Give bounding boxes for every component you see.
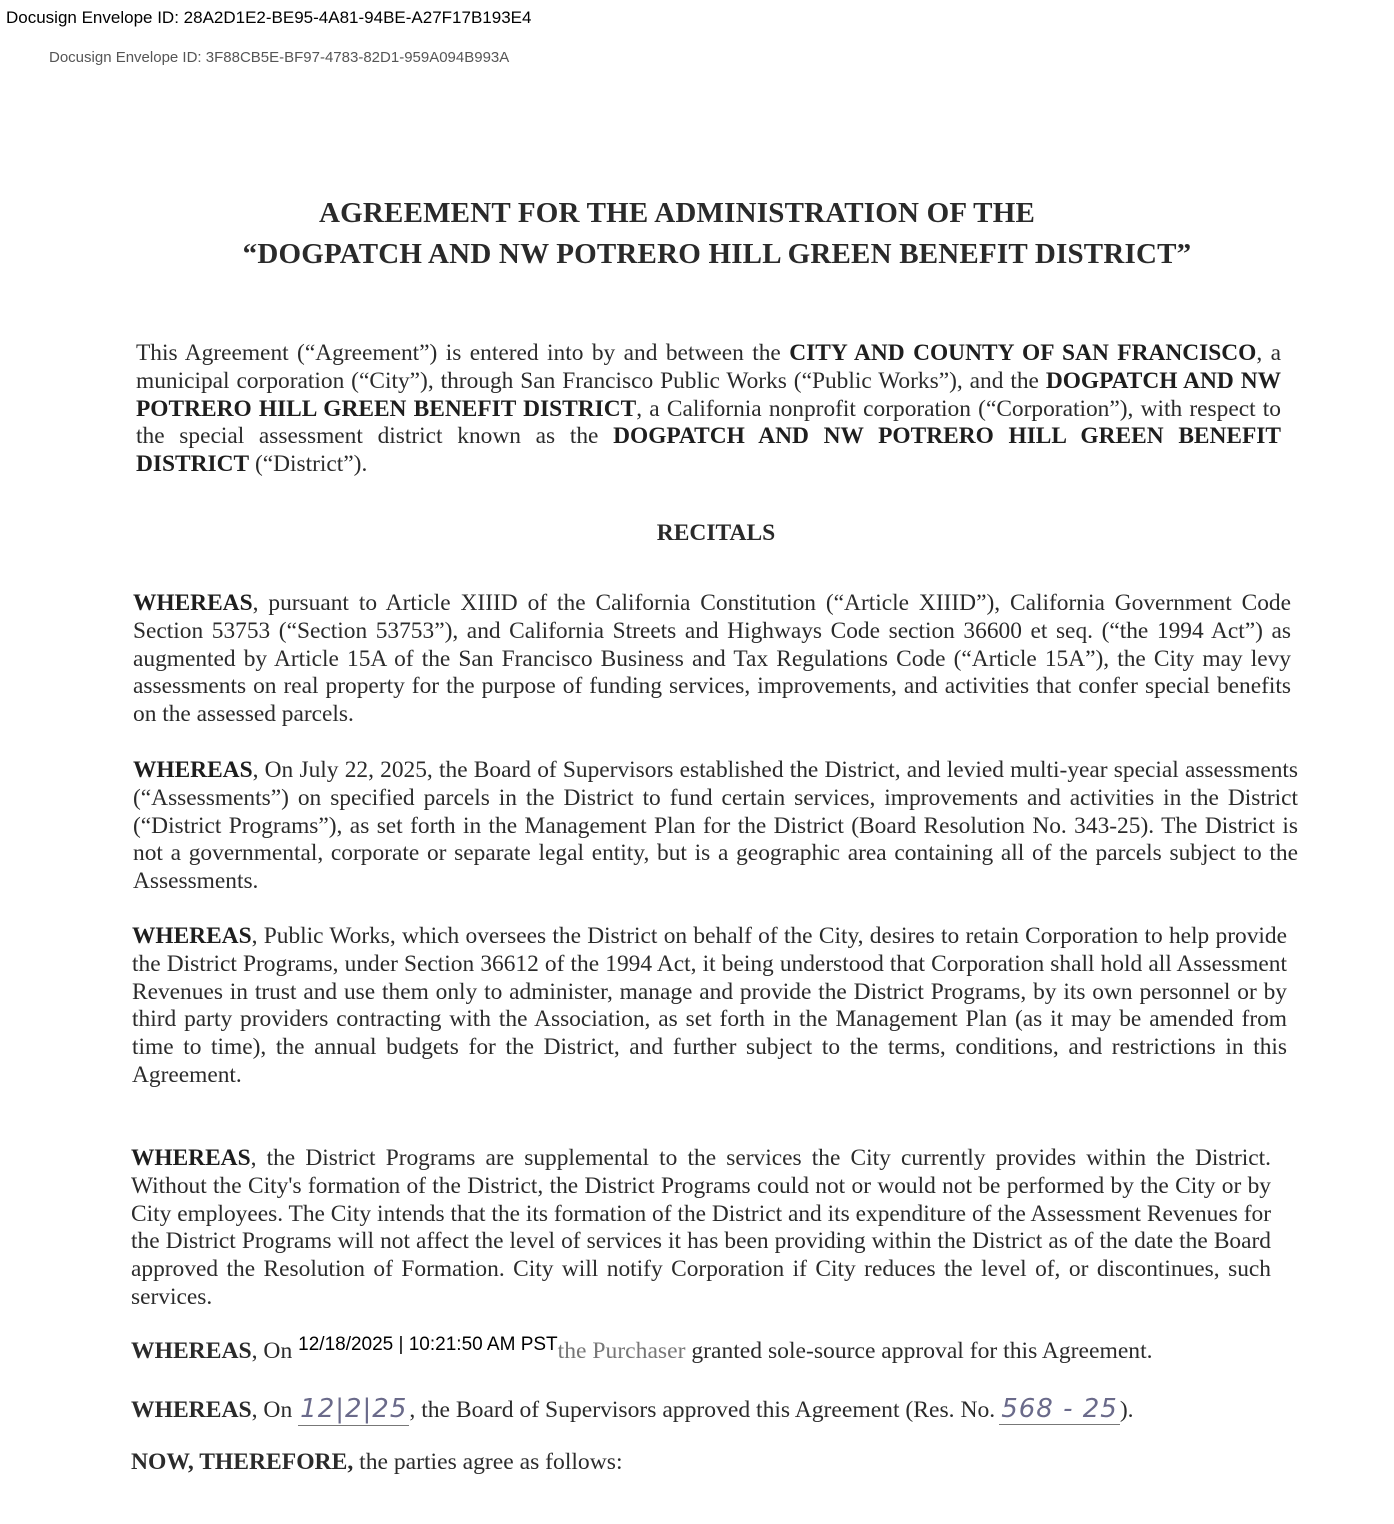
intro-district-name: DOGPATCH AND NW POTRERO HILL GREEN BENEFIT DISTRICT [136,423,1282,478]
recital-sole-source [131,1334,1153,1365]
recital-text: , the District Programs are supplemental to the services the City currently provides within the District. Without the City's formation of the District, the District Programs could not or would not be performed by the City or by City employees. The City intends that the its formation of the District and its expenditure of the Assessment Revenues for the District Programs will not affect the level of services it has been providing within the District as of the date the Board approved the Resolution of Formation. City will notify Corporation if City reduces the level of, or discontinues, such services. [131,1145,1271,1310]
recitals-heading: RECITALS [656,520,776,546]
docusign-envelope-id-primary: Docusign Envelope ID: 28A2D1E2-BE95-4A81-94BE-A27F17B193E4 [6,8,532,27]
recital-text: ). [1119,1397,1134,1423]
whereas-label: WHEREAS [131,1145,251,1171]
intro-text: , a municipal corporation (“City”), through San Francisco Public Works (“Public Works”), and the [136,340,1282,394]
intro-text: , a California nonprofit corporation (“Corporation”), with respect to the special assessment district known as the [136,395,1281,450]
recital-text: , Public Works, which oversees the District on behalf of the City, desires to retain Corporation to help provide the District Programs, under Section 36612 of the 1994 Act, it being understood that Corporation shall hold all Assessment Revenues in trust and use them only to administer, manage and provide the District Programs, by its own personnel or by third party providers contracting with the Association, as set forth in the Management Plan (as it may be amended from time to time), the annual budgets for the District, and further subject to the terms, conditions, and restrictions in this Agreement. [132,923,1287,1088]
whereas-label: WHEREAS [131,1338,252,1364]
recital-paragraph [132,923,1287,1090]
now-therefore-clause [131,1449,623,1476]
docusign-envelope-id-secondary: Docusign Envelope ID: 3F88CB5E-BF97-4783-82D1-959A094B993A [49,49,510,66]
intro-party-city: CITY AND COUNTY OF SAN FRANCISCO [789,340,1257,366]
whereas-label: WHEREAS [132,923,252,949]
whereas-label: WHEREAS [133,590,253,616]
docusign-timestamp: 12/18/2025 | 10:21:50 AM PST [298,1334,558,1355]
whereas-label: WHEREAS [133,757,253,783]
recital-text: granted sole-source approval for this Agreement. [691,1338,1153,1364]
recital-board-approval [131,1394,1134,1425]
document-title-line-1: AGREEMENT FOR THE ADMINISTRATION OF THE [318,197,1035,229]
recital-text: , On July 22, 2025, the Board of Supervisors established the District, and levied multi-year special assessments (“Assessments”) on specified parcels in the District to fund certain services, improvements and activities in the District (“District Programs”), as set forth in the Management Plan for the District (Board Resolution No. 343-25). The District is not a governmental, corporate or separate legal entity, but is a geographic area containing all of the parcels subject to the Assessments. [133,757,1298,895]
document-title-line-2: “DOGPATCH AND NW POTRERO HILL GREEN BENEFIT DISTRICT” [242,238,1192,270]
recital-paragraph [133,757,1298,896]
intro-party-corporation: DOGPATCH AND NW POTRERO HILL GREEN BENEFIT DISTRICT [136,367,1281,422]
recital-text: , the Board of Supervisors approved this Agreement (Res. No. [409,1397,996,1423]
intro-paragraph [136,340,1281,479]
recital-text: , pursuant to Article XIIID of the California Constitution (“Article XIIID”), California Government Code Section 53753 (“Section 53753”), and California Streets and Highways Code section 36600 et seq. (“the 1994 Act”) as augmented by Article 15A of the San Francisco Business and Tax Regulations Code (“Article 15A”), the City may levy assessments on real property for the purpose of funding services, improvements, and activities that confer special benefits on the assessed parcels. [133,590,1291,728]
now-therefore-label: NOW, THEREFORE, [131,1449,354,1475]
recital-text: , On [251,1338,299,1364]
whereas-label: WHEREAS [131,1397,252,1423]
recital-text-obscured: the Purchaser [557,1338,692,1364]
now-therefore-text: the parties agree as follows: [353,1449,623,1475]
recital-paragraph [131,1145,1271,1312]
recital-text: , On [251,1397,299,1423]
intro-text: This Agreement (“Agreement”) is entered into by and between the [136,340,790,366]
recital-paragraph [133,590,1291,729]
handwritten-resolution-number: 568 - 25 [1001,1394,1118,1424]
handwritten-date: 12|2|25 [300,1394,408,1424]
intro-text: (“District”). [249,451,368,478]
